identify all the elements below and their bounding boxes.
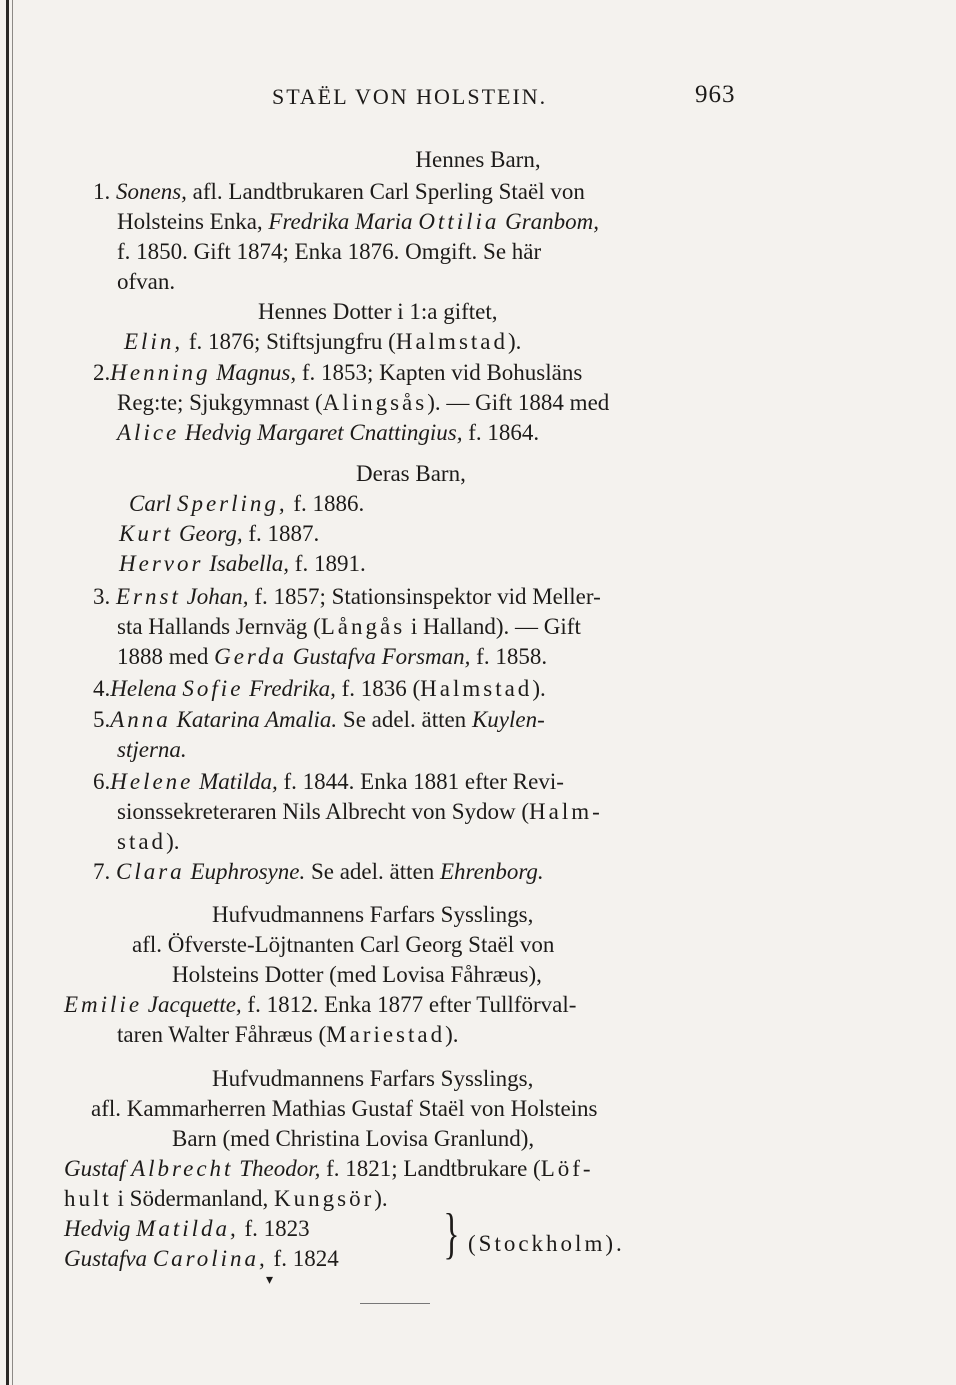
entry-1-line-4: ofvan. bbox=[117, 269, 176, 294]
running-title: STAËL VON HOLSTEIN. bbox=[272, 84, 548, 109]
entry-2-line-1: 2.Henning Magnus, f. 1853; Kapten vid Bohusläns bbox=[93, 360, 583, 385]
subheading-farfars-sysslings-1: Hufvudmannens Farfars Sysslings, bbox=[212, 902, 534, 927]
subheading-farfars-sysslings-2: Hufvudmannens Farfars Sysslings, bbox=[212, 1066, 534, 1091]
entry-5-line-1: 5.Anna Katarina Amalia. Se adel. ätten Kuylen- bbox=[93, 707, 545, 732]
subheading-dotter: Hennes Dotter i 1:a giftet, bbox=[258, 299, 498, 324]
entry-6-line-1: 6.Helene Matilda, f. 1844. Enka 1881 efter Revi- bbox=[93, 769, 564, 794]
entry-6-line-3: stad). bbox=[117, 829, 180, 854]
entry-1-line-3: f. 1850. Gift 1874; Enka 1876. Omgift. Se här bbox=[117, 239, 542, 264]
para-1-line-2: Holsteins Dotter (med Lovisa Fåhræus), bbox=[172, 962, 542, 987]
stockholm-note: (Stockholm). bbox=[468, 1231, 625, 1256]
brace-icon: } bbox=[443, 1203, 460, 1265]
entry-gustaf-line-2: hult i Södermanland, Kungsör). bbox=[64, 1186, 388, 1211]
entry-3-line-2: sta Hallands Jernväg (Långås i Halland). — Gift bbox=[117, 614, 581, 639]
entry-3-line-3: 1888 med Gerda Gustafva Forsman, f. 1858. bbox=[117, 644, 548, 669]
divider-rule bbox=[360, 1303, 430, 1304]
subheading-deras-barn: Deras Barn, bbox=[356, 461, 466, 486]
entry-6-line-2: sionssekreteraren Nils Albrecht von Sydow (Halm- bbox=[117, 799, 603, 824]
entry-gustafva: Gustafva Carolina, f. 1824 bbox=[64, 1246, 339, 1271]
entry-emilie-line-1: Emilie Jacquette, f. 1812. Enka 1877 efter Tullförval- bbox=[64, 992, 577, 1017]
entry-emilie-line-2: taren Walter Fåhræus (Mariestad). bbox=[117, 1022, 459, 1047]
entry-kurt: Kurt Georg, f. 1887. bbox=[119, 521, 320, 546]
entry-4: 4.Helena Sofie Fredrika, f. 1836 (Halmstad). bbox=[93, 676, 546, 701]
entry-7: 7. Clara Euphrosyne. Se adel. ätten Ehrenborg. bbox=[93, 859, 544, 884]
entry-5-line-2: stjerna. bbox=[117, 737, 187, 762]
entry-2-line-3: Alice Hedvig Margaret Cnattingius, f. 1864. bbox=[117, 420, 540, 445]
binding-edge bbox=[6, 0, 9, 1385]
printer-mark-icon: ▾ bbox=[266, 1273, 274, 1288]
binding-edge-shadow bbox=[12, 0, 13, 1385]
entry-gustaf-line-1: Gustaf Albrecht Theodor, f. 1821; Landtbrukare (Löf- bbox=[64, 1156, 594, 1181]
entry-1-line-1: 1. Sonens, afl. Landtbrukaren Carl Sperling Staël von bbox=[93, 179, 585, 204]
entry-1-line-2: Holsteins Enka, Fredrika Maria Ottilia Granbom, bbox=[117, 209, 600, 234]
para-1-line-1: afl. Öfverste-Löjtnanten Carl Georg Staël von bbox=[132, 932, 555, 957]
entry-carl: Carl Sperling, f. 1886. bbox=[129, 491, 365, 516]
para-2-line-1: afl. Kammarherren Mathias Gustaf Staël von Holsteins bbox=[91, 1096, 598, 1121]
entry-elin: Elin, f. 1876; Stiftsjungfru (Halmstad). bbox=[124, 329, 522, 354]
para-2-line-2: Barn (med Christina Lovisa Granlund), bbox=[172, 1126, 535, 1151]
entry-hervor: Hervor Isabella, f. 1891. bbox=[119, 551, 366, 576]
page-number: 963 bbox=[695, 81, 736, 108]
entry-hedvig: Hedvig Matilda, f. 1823 bbox=[64, 1216, 310, 1241]
entry-3-line-1: 3. Ernst Johan, f. 1857; Stationsinspektor vid Meller- bbox=[93, 584, 601, 609]
entry-2-line-2: Reg:te; Sjukgymnast (Alingsås). — Gift 1884 med bbox=[117, 390, 610, 415]
heading-hennes-barn: Hennes Barn, bbox=[415, 147, 541, 172]
